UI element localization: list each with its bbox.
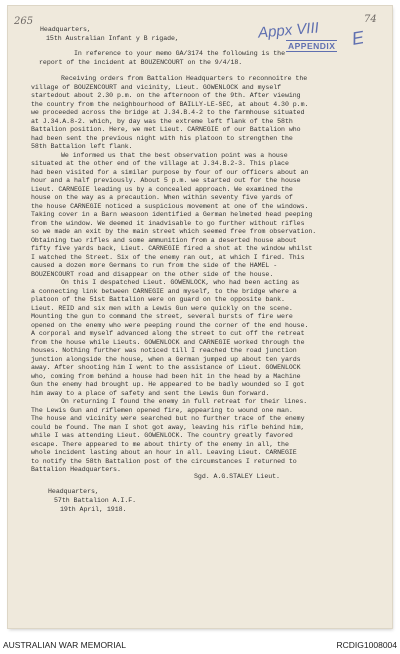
report-line: the country from the neighbourhood of BAILLY-LE-SEC, at about 4.30 p.m. [31,100,309,108]
handwritten-tag: Appx VIII [257,19,320,42]
report-line: who, coming from behind a house had been hit in the head by a Machine [31,372,301,380]
report-line: Mounting the gun to command the street, several bursts of fire were [31,313,293,320]
report-line: opened on the enemy who were peeping round the corner of the end house. [31,321,309,329]
report-line: houses. Nothing further was noticed till I reached the road junction [31,347,297,354]
report-line: escape. There appeared to me about thirty of the enemy in all, the [31,440,289,448]
report-line: from the house while Lieuts. GOWENLOCK and CARNEGIE worked through the [31,338,305,346]
report-line: at J.34.A.8-2. which, by day was the extreme left flank of the 58th [31,117,293,125]
report-line: had been sent the previous night with his platoon to strengthen the [31,134,293,142]
report-line: away. After shooting him I went to the assistance of Lieut. GOWENLOCK [31,364,301,371]
report-line: Battalion position. Here, we met Lieut. CARNEGIE of our Battalion who [31,126,301,133]
page-number-right: 74 [364,14,377,25]
signature-line: Sgd. A.G.STALEY Lieut. [194,473,280,480]
report-line: whole incident lasting about an hour in all. Leaving Lieut. CARNEGIE [31,449,297,456]
report-line: The Lewis Gun and riflemen opened fire, appearing to wound one man. [31,406,293,414]
report-line: caused a dozen more Germans to run from the side of the HAMEL - [31,262,278,269]
report-line: could be found. The man I shot got away, leaving his rifle behind him, [31,423,305,431]
report-line: while I was attending Lieut. GOWENLOCK. The country greatly favored [31,432,293,439]
report-line: a connecting link between CARNEGIE and myself, to the bridge where a [31,287,297,295]
intro-line-2: report of the incident at BOUZENCOURT on the 9/4/18. [39,59,243,66]
report-line: BOUZENCOURT road and disappear on the other side of the house. [31,270,274,278]
closing-line-2: 57th Battalion A.I.F. [54,497,137,504]
report-line: situated at the other end of the village at J.34.B.2-3. This place [31,160,289,167]
footer-record-id: RCDIG1008004 [336,640,397,650]
header-line-1: Headquarters, [40,26,91,33]
report-line: On returning I found the enemy in full retreat for their lines. [61,398,308,405]
report-line: the house CARNEGIE noticed a suspicious movement at one of the windows. [31,202,309,210]
report-line: we proceeded across the bridge at J.34.B.4-2 to the farmhouse situated [31,109,305,116]
report-line: had been visited for a similar purpose by four of our officers about an [31,168,309,176]
appendix-letter: E [350,27,366,49]
report-line: so we made an exit by the main street which seemed free from observation. [31,228,317,235]
report-line: junction alongside the house, when a German jumped up about ten yards [31,355,301,363]
report-line: A corporal and myself advanced along the street to cut off the retreat [31,330,305,337]
report-line: startedout about 2.30 p.m. on the afternoon of the 9th. After viewing [31,92,301,99]
document-page [8,6,392,628]
report-line: from the window. We deemed it inadvisable to go further without rifles [31,219,305,227]
report-line: him away to a place of safety and sent the Lewis Gun forward. [31,389,270,397]
appendix-stamp: APPENDIX [288,41,336,51]
report-line: Lieut. REID and six men with a Lewis Gun were quickly on the scene. [31,304,293,312]
report-line: On this I despatched Lieut. GOWENLOCK, who had been acting as [61,279,300,286]
report-line: fifty five yards back, Lieut. CARNEGIE fired a shot at the window whilst [31,245,313,252]
closing-line-3: 19th April, 1918. [60,506,127,513]
report-line: Lieut. CARNEGIE leading us by a concealed approach. We examined the [31,185,293,193]
page-number-left: 265 [14,16,34,27]
report-line: Taking cover in a Barn weasoon identified a German helmeted head peeping [31,211,313,218]
report-line: platoon of the 51st Battalion were on guard on the opposite bank. [31,296,285,303]
closing-line-1: Headquarters, [48,488,99,495]
report-line: We informed us that the best observation point was a house [61,151,288,159]
report-line: Gun the enemy had brought up. He appeared to be badly wounded so I got [31,381,305,388]
report-line: I watched the Street. Six of the enemy ran out, at which I fired. This [31,253,305,261]
report-line: Obtaining two rifles and some ammunition from a deserted house about [31,236,297,244]
report-line: hour and a half previously. About 5 p.m. we started out for the house [31,177,301,184]
report-line: house on the way as a precaution. When within seventy five yards of [31,194,293,201]
report-line: to notify the 58th Battalion post of the circumstances I returned to [31,457,297,465]
intro-line-1: In reference to your memo GA/3174 the following is the [74,50,285,57]
footer-archive-name: AUSTRALIAN WAR MEMORIAL [3,640,126,650]
report-line: village of BOUZENCOURT and vicinity, Lieut. GOWENLOCK and myself [31,83,282,91]
header-line-2: 15th Australian Infant y B rigade, [46,35,179,42]
report-line: 58th Battalion left flank. [31,143,133,150]
report-line: Receiving orders from Battalion Headquarters to reconnoitre the [61,75,308,82]
report-line: The house and vicinity were searched but no further trace of the enemy [31,415,305,422]
report-line: Battalion Headquarters. [31,466,121,473]
